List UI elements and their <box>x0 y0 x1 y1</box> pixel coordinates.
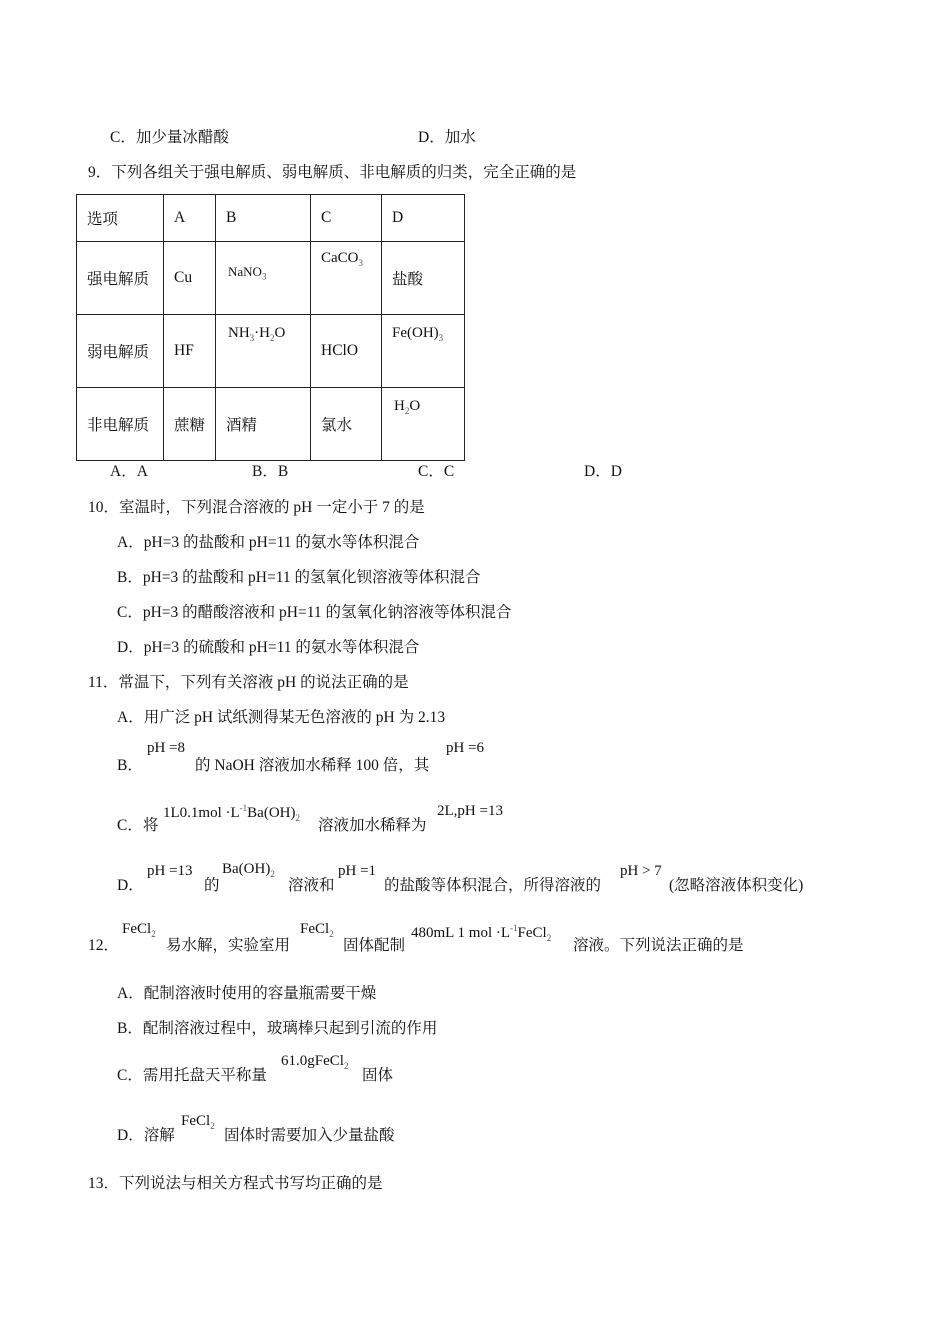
q10-option-b: B．pH=3 的盐酸和 pH=11 的氢氧化钡溶液等体积混合 <box>117 569 481 586</box>
table-cell: 氯水 <box>311 388 382 461</box>
q9-table <box>76 194 465 461</box>
header-cell: B <box>216 195 311 242</box>
q11-option-d-label: D． <box>117 877 144 894</box>
table-cell: 酒精 <box>216 388 311 461</box>
q12-option-d-text: 固体时需要加入少量盐酸 <box>224 1127 395 1144</box>
table-cell: 盐酸 <box>382 242 465 315</box>
header-cell: C <box>311 195 382 242</box>
q11-option-c-text: 溶液加水稀释为 <box>318 817 427 834</box>
q9-answer-a: A．A <box>110 463 148 480</box>
row-label: 弱电解质 <box>77 315 164 388</box>
q9-answer-d: D．D <box>584 463 622 480</box>
q11-option-d-text-4: (忽略溶液体积变化) <box>669 877 804 894</box>
table-header-row <box>77 195 465 242</box>
q11-option-d-text-3: 的盐酸等体积混合，所得溶液的 <box>384 877 602 894</box>
q9-answer-b: B．B <box>252 463 289 480</box>
q11-option-d-formula-2: $Ba(OH)_2$ <box>222 861 275 879</box>
q12-option-b: B．配制溶液过程中，玻璃棒只起到引流的作用 <box>117 1020 438 1037</box>
q9-answer-c: C．C <box>418 463 455 480</box>
q12-text-1: 易水解，实验室用 <box>166 937 291 954</box>
q11-option-d-text-1: 的 <box>204 877 220 894</box>
table-row <box>77 388 465 461</box>
header-cell: D <box>382 195 465 242</box>
q12-option-c-label: C．需用托盘天平称量 <box>117 1067 267 1084</box>
table-cell: HF <box>164 315 216 388</box>
table-cell: 蔗糖 <box>164 388 216 461</box>
table-cell: NaNO$_3$ <box>216 242 311 315</box>
q12-formula-1: FeCl$_2$ <box>122 921 156 939</box>
q11-option-d-formula-4: pH > 7 <box>620 863 662 879</box>
table-row <box>77 242 465 315</box>
q12-text-2: 固体配制 <box>343 937 406 954</box>
q11-option-c-formula-1: $1L0.1mol \cdot L^{-1}Ba(OH)_2$ <box>163 803 300 823</box>
table-cell: Cu <box>164 242 216 315</box>
table-cell: $Fe(OH)_3$ <box>382 315 465 388</box>
q12-text-3: 溶液。下列说法正确的是 <box>573 937 744 954</box>
table-row <box>77 315 465 388</box>
q10-option-d: D．pH=3 的硫酸和 pH=11 的氨水等体积混合 <box>117 639 420 656</box>
q12-number: 12． <box>88 937 120 954</box>
q11-option-c-label: C．将 <box>117 817 159 834</box>
q10-option-c: C．pH=3 的醋酸溶液和 pH=11 的氢氧化钠溶液等体积混合 <box>117 604 512 621</box>
q11-option-d-formula-3: pH =1 <box>338 863 377 879</box>
q12-formula-3: 480mL 1 mol $\cdot L^{-1}FeCl_2$ <box>411 923 552 943</box>
q12-option-a: A．配制溶液时使用的容量瓶需要干燥 <box>117 985 377 1002</box>
row-label: 强电解质 <box>77 242 164 315</box>
q12-option-c-formula: 61.0gFeCl$_2$ <box>281 1053 349 1071</box>
q10-stem: 10．室温时，下列混合溶液的 pH 一定小于 7 的是 <box>88 499 425 516</box>
q12-option-d-label: D．溶解 <box>117 1127 175 1144</box>
q11-option-b-formula-1: pH =8 <box>147 740 186 756</box>
q13-stem: 13．下列说法与相关方程式书写均正确的是 <box>88 1175 383 1192</box>
q11-stem: 11．常温下，下列有关溶液 pH 的说法正确的是 <box>88 674 409 691</box>
q11-option-d-formula-1: pH =13 <box>147 863 193 879</box>
table-cell: $H_2O$ <box>382 388 465 461</box>
q11-option-b-formula-2: pH =6 <box>446 740 485 756</box>
q11-option-a: A．用广泛 pH 试纸测得某无色溶液的 pH 为 2.13 <box>117 709 446 726</box>
q11-option-d-text-2: 溶液和 <box>288 877 335 894</box>
row-label: 非电解质 <box>77 388 164 461</box>
header-cell: A <box>164 195 216 242</box>
table-cell: CaCO$_3$ <box>311 242 382 315</box>
q9-stem: 9．下列各组关于强电解质、弱电解质、非电解质的归类，完全正确的是 <box>88 164 577 181</box>
q8-option-d: D．加水 <box>418 129 476 146</box>
q12-formula-2: FeCl$_2$ <box>300 921 334 939</box>
table-cell: $NH_3\cdot H_2O$ <box>216 315 311 388</box>
table-cell: HClO <box>311 315 382 388</box>
q10-option-a: A．pH=3 的盐酸和 pH=11 的氨水等体积混合 <box>117 534 420 551</box>
q12-option-d-formula: FeCl$_2$ <box>181 1113 215 1131</box>
q11-option-b-text: 的 NaOH 溶液加水稀释 100 倍，其 <box>195 757 430 774</box>
q8-option-c: C．加少量冰醋酸 <box>110 129 229 146</box>
q11-option-b-label: B． <box>117 757 143 774</box>
q11-option-c-formula-2: 2L,pH =13 <box>437 803 503 819</box>
q12-option-c-text: 固体 <box>362 1067 394 1084</box>
header-cell: 选项 <box>77 195 164 242</box>
